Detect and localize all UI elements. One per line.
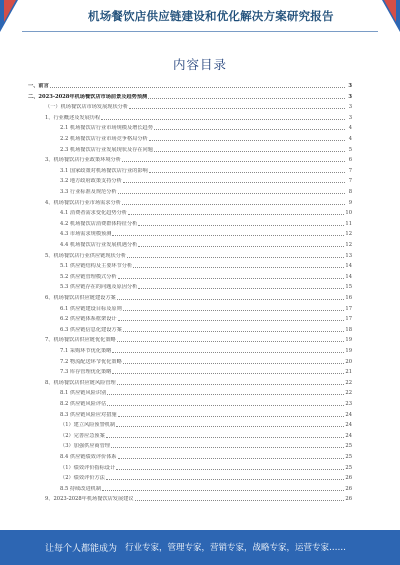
toc-leader-dots [50, 86, 345, 88]
toc-entry-page: 13 [345, 252, 352, 259]
toc-entry-page: 10 [345, 210, 352, 217]
header-right-accent [384, 0, 396, 22]
toc-entry-title: （一）机场餐饮店市场发展现状分析 [45, 104, 129, 111]
toc-leader-dots [118, 319, 345, 321]
toc-entry-title: 2.3 机场餐饮店行业发展现状及存在问题 [60, 146, 153, 153]
toc-entry-page: 16 [345, 295, 352, 301]
toc-entry-title: 2.1 机场餐饮店行业市场规模及增长趋势 [60, 125, 153, 132]
toc-entry[interactable] [60, 209, 352, 217]
toc-entry[interactable] [45, 103, 352, 111]
toc-entry-title: 5.2 供应链管理模式分析 [60, 273, 117, 280]
toc-entry-page: 14 [345, 273, 352, 280]
toc-entry-page: 19 [345, 348, 352, 354]
toc-leader-dots [117, 383, 345, 385]
toc-entry[interactable] [60, 230, 352, 238]
toc-entry[interactable] [45, 495, 352, 503]
toc-entry-page: 11 [345, 220, 352, 227]
toc-entry-page: 12 [345, 242, 352, 248]
toc-leader-dots [123, 309, 345, 311]
toc-entry-title: （2）完善应急预案 [60, 432, 105, 439]
table-of-contents [0, 82, 400, 512]
toc-leader-dots [112, 351, 344, 353]
toc-entry[interactable] [60, 400, 352, 408]
toc-entry-page: 9 [348, 199, 352, 206]
toc-entry[interactable] [60, 347, 352, 355]
toc-entry[interactable] [60, 135, 352, 143]
toc-leader-dots [102, 489, 344, 491]
toc-entry-title: （2）绩效评价方法 [60, 475, 105, 482]
toc-entry-title: 8.5 持续改进机制 [60, 485, 102, 492]
header-divider [22, 31, 378, 32]
toc-leader-dots [128, 213, 344, 215]
toc-leader-dots [106, 436, 345, 438]
toc-entry[interactable] [45, 156, 352, 164]
toc-entry-title: （1）建立风险预警机制 [60, 422, 116, 429]
toc-leader-dots [122, 203, 345, 205]
toc-leader-dots [149, 139, 345, 141]
toc-leader-dots [123, 181, 345, 183]
toc-entry[interactable] [60, 241, 352, 249]
toc-entry[interactable] [60, 167, 352, 175]
page-header [0, 0, 400, 32]
toc-entry-title: 8.1 供应链风险识别 [60, 390, 107, 397]
toc-entry-title: 3.2 地方政府政策支持分析 [60, 178, 122, 185]
toc-leader-dots [135, 499, 345, 501]
toc-entry[interactable] [60, 305, 352, 313]
toc-leader-dots [107, 393, 344, 395]
toc-leader-dots [138, 245, 344, 247]
toc-entry[interactable] [60, 273, 352, 281]
toc-entry-page: 26 [345, 475, 352, 482]
toc-entry[interactable] [60, 432, 352, 440]
toc-entry[interactable] [60, 464, 352, 472]
toc-entry[interactable] [60, 262, 352, 270]
toc-entry-title: （1）绩效评价指标设计 [60, 464, 116, 471]
toc-entry-page: 25 [345, 443, 352, 450]
toc-leader-dots [118, 457, 345, 459]
toc-entry-title: 8、机场餐饮店供应链风险管理 [45, 379, 116, 386]
toc-entry-page: 22 [345, 379, 352, 386]
toc-leader-dots [118, 415, 345, 417]
toc-entry-title: 3、机场餐饮店行业政策环境分析 [45, 157, 121, 164]
toc-entry[interactable] [60, 485, 352, 493]
toc-leader-dots [123, 330, 345, 332]
toc-entry-page: 15 [345, 284, 352, 291]
toc-leader-dots [112, 372, 344, 374]
toc-entry[interactable] [60, 146, 352, 154]
toc-entry-page: 4 [348, 125, 352, 132]
toc-entry-title: 5、机场餐饮店行业供应链现状分析 [45, 252, 127, 259]
toc-entry-title: 6.1 供应链建设目标及原则 [60, 305, 122, 312]
toc-entry-title: 6.2 供应链体系框架设计 [60, 316, 117, 323]
toc-entry[interactable] [45, 379, 352, 387]
toc-entry-title: 3.3 行业标准及规范分析 [60, 189, 117, 195]
toc-entry[interactable] [60, 283, 352, 291]
toc-entry-page: 14 [345, 263, 352, 270]
toc-leader-dots [106, 478, 345, 480]
toc-entry-page: 5 [348, 146, 352, 153]
toc-leader-dots [112, 234, 344, 236]
header-title: 机场餐饮店供应链建设和优化解决方案研究报告 [88, 9, 334, 23]
toc-leader-dots [129, 107, 345, 109]
toc-leader-dots [138, 287, 344, 289]
toc-entry[interactable] [60, 453, 352, 461]
toc-entry-page: 6 [348, 157, 352, 164]
toc-entry-page: 26 [345, 485, 352, 492]
toc-entry-title: 1、行业概述及发展历程 [45, 114, 101, 121]
toc-entry-page: 26 [345, 496, 352, 503]
footer-slogan: 让每个人都能成为 [45, 544, 118, 554]
toc-entry[interactable] [60, 474, 352, 482]
toc-entry-title: 6、机场餐饮店供应链建设方案 [45, 295, 116, 301]
toc-entry-page: 3 [348, 83, 352, 89]
toc-entry-title: 4.1 消费者需求变化趋势分析 [60, 210, 127, 217]
toc-leader-dots [116, 425, 344, 427]
toc-entry-title: 7.3 库存管理优化策略 [60, 369, 112, 376]
toc-leader-dots [117, 298, 345, 300]
toc-entry[interactable] [60, 368, 352, 376]
toc-entry[interactable] [28, 82, 352, 90]
toc-leader-dots [127, 256, 344, 258]
toc-entry[interactable] [60, 177, 352, 185]
footer-tagline: 行业专家，管理专家，营销专家，战略专家，运营专家…… [125, 543, 347, 553]
toc-entry[interactable] [60, 220, 352, 228]
toc-entry-title: 8.3 供应链风险应对措施 [60, 411, 117, 418]
toc-leader-dots [118, 192, 345, 194]
page-footer [0, 530, 400, 565]
toc-entry-title: 一、前言 [28, 83, 49, 89]
toc-entry-page: 24 [345, 432, 352, 439]
toc-leader-dots [111, 446, 344, 448]
toc-entry-page: 19 [345, 337, 352, 344]
toc-entry[interactable] [60, 315, 352, 323]
toc-entry-title: 5.1 供应链结构及主要环节分析 [60, 263, 133, 270]
toc-entry-page: 17 [345, 316, 352, 323]
toc-entry-title: 8.4 供应链绩效评价体系 [60, 454, 117, 460]
toc-entry[interactable] [60, 421, 352, 429]
toc-entry[interactable] [28, 93, 352, 101]
toc-leader-dots [123, 362, 345, 364]
toc-entry[interactable] [60, 188, 352, 196]
toc-leader-dots [149, 171, 345, 173]
toc-entry-page: 25 [345, 464, 352, 471]
toc-entry-page: 7 [348, 178, 352, 185]
toc-entry[interactable] [60, 326, 352, 334]
toc-entry-page: 20 [345, 358, 352, 365]
toc-entry-title: 7、机场餐饮店供应链优化策略 [45, 337, 116, 344]
toc-entry-title: 8.2 供应链风险评估 [60, 401, 107, 407]
toc-leader-dots [154, 150, 345, 152]
toc-leader-dots [138, 224, 344, 226]
toc-entry[interactable] [45, 199, 352, 207]
toc-entry[interactable] [60, 389, 352, 397]
toc-entry-page: 17 [345, 305, 352, 312]
header-left-accent [4, 0, 16, 22]
toc-entry-title: 4.4 机场餐饮店行业发展机遇分析 [60, 242, 138, 248]
toc-entry-page: 22 [345, 390, 352, 397]
toc-entry-page: 8 [348, 189, 352, 195]
toc-entry-title: 4.2 机场餐饮店消费群体特征分析 [60, 220, 138, 227]
toc-entry-page: 25 [345, 454, 352, 460]
toc-entry-page: 4 [348, 136, 352, 142]
toc-leader-dots [116, 468, 344, 470]
toc-entry-page: 3 [348, 114, 352, 121]
toc-entry-title: （3）加强供应商管理 [60, 443, 110, 450]
toc-entry-page: 12 [345, 231, 352, 238]
toc-entry-title: 2.2 机场餐饮店行业市场竞争格局分析 [60, 136, 148, 142]
toc-entry-page: 24 [345, 422, 352, 429]
toc-entry-title: 4.3 市场需求规模预测 [60, 231, 112, 238]
toc-leader-dots [122, 160, 345, 162]
toc-entry-page: 3 [348, 104, 352, 111]
toc-entry-title: 9、2023-2028年机场餐饮店发展建议 [45, 496, 134, 503]
toc-entry[interactable] [60, 358, 352, 366]
toc-entry[interactable] [45, 114, 352, 122]
toc-entry-title: 二、2023-2028年机场餐饮店市场前景及趋势预测 [28, 93, 148, 100]
page-title: 内容目录 [172, 57, 227, 72]
toc-entry-page: 3 [348, 93, 352, 100]
toc-leader-dots [118, 277, 345, 279]
toc-entry[interactable] [45, 252, 352, 260]
toc-entry-title: 4、机场餐饮店行业市场需求分析 [45, 199, 121, 206]
toc-leader-dots [148, 97, 345, 99]
toc-entry-page: 24 [345, 411, 352, 418]
toc-entry-title: 3.1 国家政策对机场餐饮店行业的影响 [60, 167, 148, 174]
toc-leader-dots [133, 266, 344, 268]
toc-leader-dots [101, 118, 345, 120]
toc-entry-page: 23 [345, 401, 352, 407]
toc-entry-page: 7 [348, 167, 352, 174]
toc-entry-page: 18 [345, 326, 352, 333]
toc-entry-page: 21 [345, 369, 352, 376]
toc-entry[interactable] [45, 294, 352, 302]
toc-entry-title: 7.1 采购环节优化策略 [60, 348, 112, 354]
toc-entry[interactable] [60, 124, 352, 132]
toc-entry[interactable] [60, 442, 352, 450]
toc-leader-dots [154, 128, 345, 130]
toc-entry[interactable] [45, 336, 352, 344]
toc-entry[interactable] [60, 411, 352, 419]
toc-leader-dots [107, 404, 344, 406]
toc-entry-title: 6.3 供应链信息化建设方案 [60, 326, 122, 333]
toc-leader-dots [117, 340, 345, 342]
toc-entry-title: 5.3 供应链存在的问题及原因分析 [60, 284, 138, 291]
toc-entry-title: 7.2 物流配送环节优化策略 [60, 358, 122, 365]
